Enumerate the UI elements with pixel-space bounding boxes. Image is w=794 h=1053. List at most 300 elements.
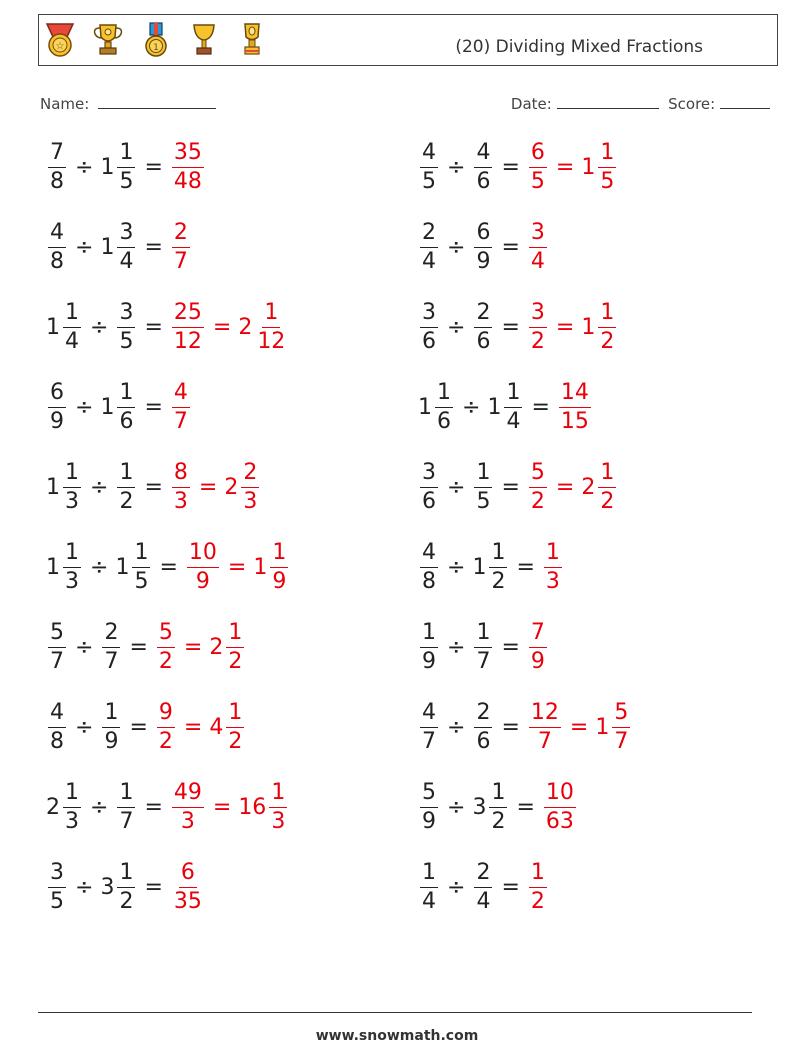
- denominator: 9: [530, 648, 545, 674]
- numerator: 1: [420, 622, 438, 648]
- fraction: [474, 219, 492, 274]
- equals-sign: =: [159, 554, 178, 580]
- whole-part: 1: [472, 554, 487, 580]
- fraction: [504, 379, 522, 434]
- mixed-number: [115, 539, 152, 594]
- whole-part: 1: [595, 714, 610, 740]
- denominator: 8: [50, 168, 64, 194]
- equals-sign: =: [144, 394, 163, 420]
- denominator: 2: [600, 488, 615, 514]
- denominator: 3: [545, 568, 560, 594]
- fraction: [226, 699, 244, 754]
- problem-10: [418, 447, 618, 527]
- answer-mixed-number: [542, 539, 564, 594]
- numerator: 5: [157, 622, 175, 648]
- denominator: 15: [560, 408, 589, 434]
- mixed-number: [46, 779, 83, 834]
- mixed-number: [472, 139, 494, 194]
- denominator: 2: [119, 488, 134, 514]
- problem-5: [46, 287, 289, 367]
- problem-13: [46, 607, 246, 687]
- numerator: 5: [612, 702, 630, 728]
- whole-part: 4: [209, 714, 224, 740]
- numerator: 4: [172, 382, 190, 408]
- denominator: 3: [271, 808, 286, 834]
- divide-sign: ÷: [90, 554, 109, 580]
- mixed-number: [100, 619, 122, 674]
- numerator: 3: [48, 862, 66, 888]
- mixed-number: [46, 459, 83, 514]
- mixed-number: [472, 539, 509, 594]
- answer-mixed-number: [581, 459, 618, 514]
- answer-mixed-number: [527, 459, 549, 514]
- numerator: 10: [187, 542, 219, 568]
- answer: [155, 699, 246, 754]
- numerator: 2: [474, 302, 492, 328]
- mixed-number: [472, 619, 494, 674]
- numerator: 25: [172, 302, 204, 328]
- numerator: 1: [269, 782, 287, 808]
- footer-divider: [38, 1012, 752, 1013]
- fraction: [559, 379, 591, 434]
- divide-sign: ÷: [447, 794, 466, 820]
- denominator: 6: [476, 168, 491, 194]
- fraction: [612, 699, 630, 754]
- whole-part: 1: [581, 314, 596, 340]
- numerator: 12: [529, 702, 561, 728]
- divide-sign: ÷: [447, 554, 466, 580]
- answer: [527, 619, 549, 674]
- mixed-number: [472, 779, 509, 834]
- divide-sign: ÷: [90, 474, 109, 500]
- answer-mixed-number: [527, 619, 549, 674]
- numerator: 49: [172, 782, 204, 808]
- fraction: [529, 699, 561, 754]
- answer-mixed-number: [209, 699, 246, 754]
- numerator: 10: [544, 782, 576, 808]
- fraction: [117, 139, 135, 194]
- denominator: 6: [476, 328, 491, 354]
- fraction: [529, 619, 547, 674]
- cup-trophy-icon: [235, 21, 269, 59]
- fraction: [63, 779, 81, 834]
- numerator: 1: [598, 462, 616, 488]
- answer-mixed-number: [542, 779, 578, 834]
- answer-mixed-number: [527, 699, 563, 754]
- denominator: 2: [491, 568, 506, 594]
- denominator: 35: [173, 888, 202, 914]
- fraction: [420, 299, 438, 354]
- numerator: 6: [48, 382, 66, 408]
- denominator: 12: [173, 328, 202, 354]
- mixed-number: [100, 699, 122, 754]
- fraction: [172, 859, 204, 914]
- mixed-number: [100, 219, 137, 274]
- mixed-number: [487, 379, 524, 434]
- denominator: 9: [422, 648, 436, 674]
- denominator: 7: [173, 248, 188, 274]
- fraction: [48, 139, 66, 194]
- whole-part: 1: [100, 394, 115, 420]
- answer-equals-sign: =: [227, 554, 247, 580]
- numerator: 1: [226, 622, 244, 648]
- numerator: 5: [420, 782, 438, 808]
- denominator: 9: [104, 728, 119, 754]
- numerator: 1: [474, 462, 492, 488]
- equals-sign: =: [129, 634, 148, 660]
- equals-sign: =: [516, 554, 535, 580]
- answer-mixed-number: [170, 859, 206, 914]
- name-label: Name:: [40, 95, 90, 113]
- problem-20: [418, 847, 549, 927]
- numerator: 2: [420, 222, 438, 248]
- denominator: 5: [600, 168, 615, 194]
- answer-mixed-number: [224, 459, 261, 514]
- answer-equals-sign: =: [555, 314, 575, 340]
- mixed-number: [418, 459, 440, 514]
- fraction: [117, 379, 135, 434]
- answer: [527, 459, 618, 514]
- denominator: 4: [65, 328, 79, 354]
- mixed-number: [46, 619, 68, 674]
- mixed-number: [418, 779, 440, 834]
- fraction: [474, 859, 492, 914]
- mixed-number: [100, 859, 137, 914]
- fraction: [474, 619, 492, 674]
- fraction: [435, 379, 453, 434]
- denominator: 3: [65, 568, 79, 594]
- denominator: 4: [506, 408, 521, 434]
- whole-part: 1: [46, 474, 60, 500]
- equals-sign: =: [144, 314, 163, 340]
- fraction: [63, 539, 81, 594]
- answer: [542, 539, 564, 594]
- equals-sign: =: [516, 794, 535, 820]
- mixed-number: [472, 699, 494, 754]
- denominator: 8: [50, 248, 64, 274]
- fraction: [529, 459, 547, 514]
- fraction: [544, 539, 562, 594]
- fraction: [226, 619, 244, 674]
- fraction: [598, 459, 616, 514]
- mixed-number: [418, 539, 440, 594]
- divide-sign: ÷: [447, 154, 466, 180]
- fraction: [102, 619, 120, 674]
- fraction: [48, 379, 66, 434]
- problem-2: [418, 127, 618, 207]
- svg-text:1: 1: [153, 43, 159, 53]
- mixed-number: [46, 859, 68, 914]
- answer-mixed-number: [170, 379, 192, 434]
- denominator: 5: [476, 488, 491, 514]
- denominator: 8: [422, 568, 436, 594]
- mixed-number: [472, 299, 494, 354]
- answer-mixed-number: [527, 299, 549, 354]
- numerator: 2: [102, 622, 120, 648]
- numerator: 9: [157, 702, 175, 728]
- denominator: 5: [119, 168, 134, 194]
- fraction: [598, 139, 616, 194]
- whole-part: 1: [581, 154, 596, 180]
- denominator: 2: [158, 648, 173, 674]
- numerator: 1: [117, 142, 135, 168]
- svg-text:☆: ☆: [55, 41, 65, 52]
- whole-part: 1: [46, 314, 60, 340]
- whole-part: 1: [46, 554, 60, 580]
- fraction: [474, 299, 492, 354]
- denominator: 2: [530, 888, 545, 914]
- denominator: 5: [119, 328, 134, 354]
- denominator: 5: [422, 168, 436, 194]
- mixed-number: [46, 379, 68, 434]
- answer-mixed-number: [170, 459, 192, 514]
- problem-16: [418, 687, 632, 767]
- equals-sign: =: [144, 874, 163, 900]
- whole-part: 2: [46, 794, 60, 820]
- numerator: 4: [48, 222, 66, 248]
- divide-sign: ÷: [447, 714, 466, 740]
- answer: [170, 459, 261, 514]
- problem-7: [46, 367, 192, 447]
- whole-part: 1: [100, 234, 115, 260]
- numerator: 1: [63, 782, 81, 808]
- mixed-number: [418, 379, 455, 434]
- equals-sign: =: [144, 154, 163, 180]
- divide-sign: ÷: [462, 394, 481, 420]
- fraction: [63, 459, 81, 514]
- fraction: [102, 699, 120, 754]
- denominator: 7: [173, 408, 188, 434]
- answer-mixed-number: [170, 779, 206, 834]
- answer-mixed-number: [527, 219, 549, 274]
- divide-sign: ÷: [75, 234, 94, 260]
- fraction: [420, 619, 438, 674]
- fraction: [420, 779, 438, 834]
- answer: [170, 299, 289, 354]
- score-blank[interactable]: [720, 94, 770, 109]
- divide-sign: ÷: [75, 154, 94, 180]
- numerator: 1: [529, 862, 547, 888]
- numerator: 2: [241, 462, 259, 488]
- numerator: 5: [529, 462, 547, 488]
- answer: [170, 219, 192, 274]
- fraction: [255, 299, 287, 354]
- fraction: [270, 539, 288, 594]
- denominator: 5: [134, 568, 149, 594]
- fraction: [157, 619, 175, 674]
- numerator: 6: [179, 862, 197, 888]
- name-field: [40, 94, 216, 113]
- denominator: 3: [173, 488, 188, 514]
- numerator: 8: [172, 462, 190, 488]
- whole-part: 1: [115, 554, 130, 580]
- answer-equals-sign: =: [198, 474, 218, 500]
- name-blank[interactable]: [98, 94, 216, 109]
- divide-sign: ÷: [75, 874, 94, 900]
- award-icons: [43, 21, 269, 59]
- fraction: [117, 779, 135, 834]
- equals-sign: =: [501, 314, 520, 340]
- denominator: 2: [228, 648, 243, 674]
- whole-part: 2: [224, 474, 239, 500]
- fraction: [241, 459, 259, 514]
- worksheet-header: [38, 14, 778, 66]
- answer-mixed-number: [527, 139, 549, 194]
- equals-sign: =: [501, 874, 520, 900]
- fraction: [117, 459, 135, 514]
- answer: [527, 699, 632, 754]
- fraction: [48, 219, 66, 274]
- numerator: 3: [529, 302, 547, 328]
- numerator: 1: [117, 382, 135, 408]
- numerator: 1: [474, 622, 492, 648]
- problem-4: [418, 207, 549, 287]
- denominator: 6: [422, 328, 436, 354]
- numerator: 1: [226, 702, 244, 728]
- denominator: 3: [65, 808, 79, 834]
- whole-part: 3: [472, 794, 487, 820]
- mixed-number: [46, 539, 83, 594]
- fraction: [529, 859, 547, 914]
- problem-14: [418, 607, 549, 687]
- numerator: 4: [474, 142, 492, 168]
- divide-sign: ÷: [75, 634, 94, 660]
- denominator: 4: [422, 888, 436, 914]
- answer-equals-sign: =: [555, 474, 575, 500]
- numerator: 1: [598, 302, 616, 328]
- problem-11: [46, 527, 290, 607]
- mixed-number: [472, 859, 494, 914]
- fraction: [544, 779, 576, 834]
- fraction: [489, 539, 507, 594]
- fraction: [172, 779, 204, 834]
- whole-part: 2: [209, 634, 224, 660]
- whole-part: 1: [487, 394, 502, 420]
- denominator: 2: [600, 328, 615, 354]
- score-label: Score:: [668, 95, 716, 113]
- fraction: [529, 139, 547, 194]
- denominator: 4: [530, 248, 545, 274]
- footer-url: www.snowmath.com: [315, 1028, 479, 1044]
- date-blank[interactable]: [557, 94, 659, 109]
- denominator: 2: [530, 488, 545, 514]
- divide-sign: ÷: [75, 714, 94, 740]
- numerator: 3: [420, 462, 438, 488]
- answer-mixed-number: [170, 139, 206, 194]
- fraction: [157, 699, 175, 754]
- whole-part: 3: [100, 874, 115, 900]
- mixed-number: [46, 219, 68, 274]
- answer: [155, 619, 246, 674]
- problem-17: [46, 767, 289, 847]
- mixed-number: [100, 139, 137, 194]
- answer: [527, 859, 549, 914]
- fraction: [529, 219, 547, 274]
- fraction: [489, 779, 507, 834]
- answer-mixed-number: [238, 779, 289, 834]
- fraction: [172, 219, 190, 274]
- problem-9: [46, 447, 261, 527]
- problem-1: [46, 127, 206, 207]
- medal-icon: [43, 21, 77, 59]
- denominator: 5: [50, 888, 64, 914]
- numerator: 3: [529, 222, 547, 248]
- fraction: [187, 539, 219, 594]
- fraction: [420, 539, 438, 594]
- numerator: 1: [489, 782, 507, 808]
- denominator: 7: [476, 648, 491, 674]
- problem-19: [46, 847, 206, 927]
- denominator: 7: [537, 728, 552, 754]
- fraction: [420, 459, 438, 514]
- mixed-number: [418, 219, 440, 274]
- divide-sign: ÷: [90, 794, 109, 820]
- denominator: 4: [119, 248, 134, 274]
- numerator: 3: [117, 302, 135, 328]
- numerator: 1: [544, 542, 562, 568]
- numerator: 4: [48, 702, 66, 728]
- equals-sign: =: [144, 794, 163, 820]
- numerator: 1: [132, 542, 150, 568]
- equals-sign: =: [501, 234, 520, 260]
- numerator: 1: [117, 782, 135, 808]
- fraction: [172, 459, 190, 514]
- answer-mixed-number: [238, 299, 289, 354]
- mixed-number: [418, 139, 440, 194]
- denominator: 63: [545, 808, 574, 834]
- whole-part: 2: [238, 314, 253, 340]
- numerator: 1: [63, 542, 81, 568]
- mixed-number: [418, 699, 440, 754]
- equals-sign: =: [501, 714, 520, 740]
- answer-equals-sign: =: [183, 634, 203, 660]
- fraction: [48, 859, 66, 914]
- denominator: 6: [476, 728, 491, 754]
- denominator: 6: [422, 488, 436, 514]
- denominator: 9: [195, 568, 210, 594]
- answer-mixed-number: [557, 379, 593, 434]
- problem-3: [46, 207, 192, 287]
- numerator: 3: [420, 302, 438, 328]
- denominator: 9: [422, 808, 436, 834]
- equals-sign: =: [531, 394, 550, 420]
- equals-sign: =: [501, 474, 520, 500]
- equals-sign: =: [144, 234, 163, 260]
- answer-equals-sign: =: [212, 794, 232, 820]
- numerator: 2: [474, 862, 492, 888]
- fraction: [269, 779, 287, 834]
- worksheet-title: (20) Dividing Mixed Fractions: [455, 37, 703, 57]
- numerator: 1: [63, 302, 81, 328]
- denominator: 3: [180, 808, 195, 834]
- answer-mixed-number: [185, 539, 221, 594]
- fraction: [48, 619, 66, 674]
- goblet-trophy-icon: [187, 21, 221, 59]
- fraction: [474, 699, 492, 754]
- denominator: 9: [50, 408, 64, 434]
- whole-part: 1: [100, 154, 115, 180]
- answer: [542, 779, 578, 834]
- answer-mixed-number: [527, 859, 549, 914]
- mixed-number: [115, 779, 137, 834]
- divide-sign: ÷: [447, 314, 466, 340]
- mixed-number: [418, 859, 440, 914]
- numerator: 6: [529, 142, 547, 168]
- denominator: 9: [476, 248, 491, 274]
- whole-part: 1: [418, 394, 432, 420]
- fraction: [172, 299, 204, 354]
- denominator: 48: [173, 168, 202, 194]
